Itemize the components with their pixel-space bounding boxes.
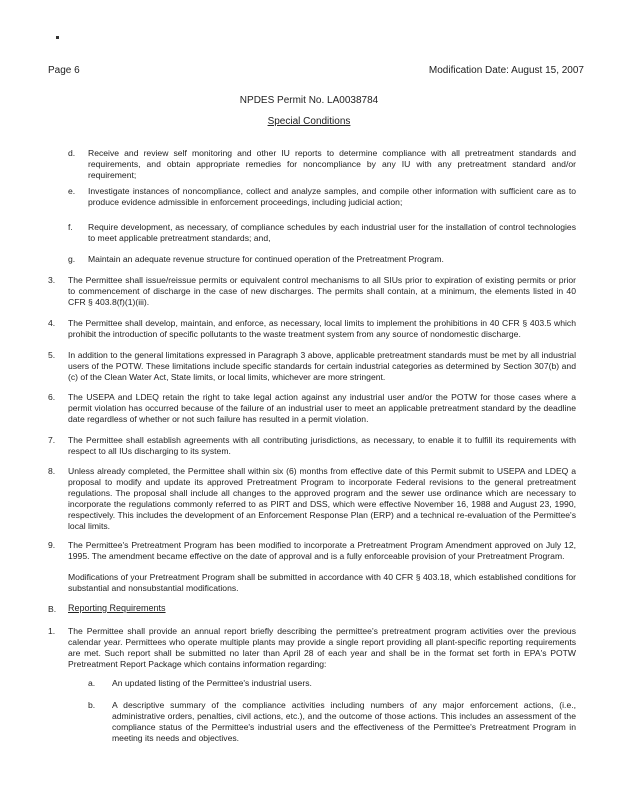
- permit-number: NPDES Permit No. LA0038784: [239, 95, 379, 106]
- item-label: 7.: [48, 435, 56, 445]
- list-item: Require development, as necessary, of compliance schedules by each industrial user for the installation of control technologies to meet applicable pretreatment standards; and,: [88, 222, 576, 243]
- modification-date: Modification Date: August 15, 2007: [428, 65, 584, 76]
- list-item: The Permittee shall provide an annual report briefly describing the permittee's pretreatment program activities over the previous calendar year. Permittees who operate multiple plants may provide a single report providing all plant-specific reporting requirements are met. Such report shall be submitted no later than April 28 of each year and shall be in the format set forth in EPA's POTW Pretreatment Report Package which contains information regarding:: [68, 626, 576, 669]
- page-number: Page 6: [48, 65, 80, 76]
- list-item: The Permittee shall issue/reissue permits or equivalent control mechanisms to all SIUs prior to expiration of existing permits or prior to commencement of discharge in the case of new discharges. The permits shall contain, at a minimum, the elements listed in 40 CFR § 403.8(f)(1)(iii).: [68, 275, 576, 307]
- subsection-title: Reporting Requirements: [68, 603, 166, 613]
- section-title: Special Conditions: [267, 116, 351, 127]
- item-label: 1.: [48, 626, 56, 636]
- item-label: g.: [68, 254, 76, 264]
- item-label: e.: [68, 186, 76, 196]
- list-item: The Permittee shall establish agreements with all contributing jurisdictions, as necessary, to enable it to fulfill its requirements with respect to all IUs discharging to its system.: [68, 435, 576, 456]
- item-label: d.: [68, 148, 76, 158]
- item-label: 5.: [48, 350, 56, 360]
- list-item: A descriptive summary of the compliance activities including numbers of any major enforcement actions, (i.e., administrative orders, penalties, civil actions, etc.), and the outcome of those actions. This includes an assessment of the compliance status of the Permittee's industrial users and the effectiveness of the Permittee's Pretreatment Program in meeting its needs and objectives.: [112, 700, 576, 743]
- list-item: Maintain an adequate revenue structure for continued operation of the Pretreatment Program.: [88, 254, 444, 264]
- list-item: Receive and review self monitoring and other IU reports to determine compliance with all pretreatment standards and requirements, and obtain appropriate remedies for noncompliance by any IU with any pretreatment standard and/or requirement;: [88, 148, 576, 180]
- item-label: 8.: [48, 466, 56, 476]
- item-label: 3.: [48, 275, 56, 285]
- subsection-label: B.: [48, 604, 57, 614]
- list-item: In addition to the general limitations expressed in Paragraph 3 above, applicable pretreatment standards must be met by all industrial users of the POTW. These limitations include specific standards for certain industrial categories as determined by Section 307(b) and (c) of the Clean Water Act, State limits, or local limits, whichever are more stringent.: [68, 350, 576, 382]
- item-label: 4.: [48, 318, 56, 328]
- list-item: The Permittee shall develop, maintain, and enforce, as necessary, local limits to implement the prohibitions in 40 CFR § 403.5 which prohibit the introduction of specific pollutants to the waste treatment system from any source of nondomestic discharge.: [68, 318, 576, 339]
- item-label: 6.: [48, 392, 56, 402]
- item-label: b.: [88, 700, 96, 710]
- list-item: Unless already completed, the Permittee shall within six (6) months from effective date of this Permit submit to USEPA and LDEQ a proposal to modify and update its approved Pretreatment Program to incorporate Federal revisions to the general pretreatment regulations. The proposal shall include all changes to the approved program and the sewer use ordinance which are necessary to incorporate the regulations commonly referred to as PIRT and DSS, which were effective November 16, 1988 and August 23, 1990, respectively. This includes the development of an Enforcement Response Plan (ERP) and a technical re-evaluation of the Permittee's local limits.: [68, 466, 576, 531]
- list-item: The Permittee's Pretreatment Program has been modified to incorporate a Pretreatment Program Amendment approved on July 12, 1995. The amendment became effective on the date of approval and is a fully enforceable provision of your Pretreatment Program.: [68, 540, 576, 561]
- item-label: a.: [88, 678, 96, 688]
- modifications-paragraph: Modifications of your Pretreatment Program shall be submitted in accordance with 40 CFR § 403.18, which established conditions for substantial and nonsubstantial modifications.: [68, 572, 576, 593]
- list-item: Investigate instances of noncompliance, collect and analyze samples, and compile other information with sufficient care as to produce evidence admissible in enforcement proceedings, including judicial action;: [88, 186, 576, 207]
- item-label: 9.: [48, 540, 56, 550]
- list-item: An updated listing of the Permittee's industrial users.: [112, 678, 312, 688]
- item-label: f.: [68, 222, 73, 232]
- scan-speck: [56, 36, 59, 39]
- list-item: The USEPA and LDEQ retain the right to take legal action against any industrial user and/or the POTW for those cases where a permit violation has occurred because of the failure of an industrial user to meet an applicable pretreatment standard by the deadline date regardless of whether or not such failure has resulted in a permit violation.: [68, 392, 576, 424]
